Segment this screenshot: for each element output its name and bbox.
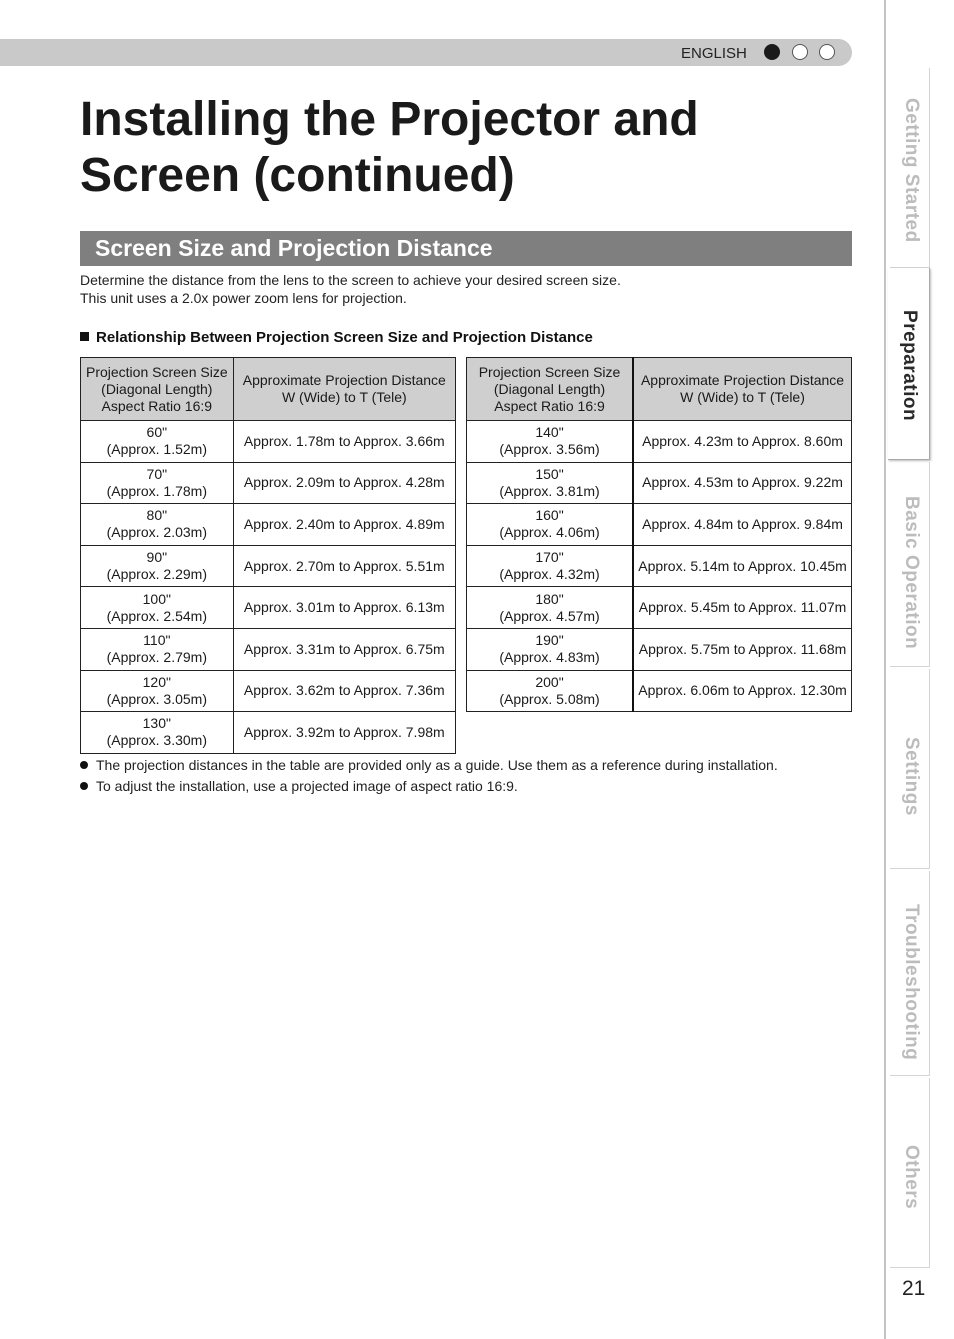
intro-line: Determine the distance from the lens to the screen to achieve your desired screen size.: [80, 272, 621, 288]
tab-settings[interactable]: [890, 669, 930, 869]
square-bullet-icon: [80, 332, 89, 341]
screen-size-cell: 200" (Approx. 5.08m): [467, 670, 634, 712]
screen-size-cell: 100" (Approx. 2.54m): [81, 587, 234, 629]
projection-distance-cell: Approx. 3.31m to Approx. 6.75m: [233, 628, 455, 670]
header-screen-size: Projection Screen Size (Diagonal Length) Aspect Ratio 16:9: [467, 358, 634, 421]
table-row: [467, 545, 852, 587]
projection-distance-cell: Approx. 4.23m to Approx. 8.60m: [633, 421, 851, 463]
tab-label: Settings: [901, 737, 922, 816]
table-row: [81, 712, 456, 754]
notes-list: [80, 757, 778, 799]
screen-size-cell: 130" (Approx. 3.30m): [81, 712, 234, 754]
projection-distance-cell: Approx. 3.62m to Approx. 7.36m: [233, 670, 455, 712]
table-header-row: [81, 358, 456, 421]
page-title: Installing the Projector and Screen (continued): [80, 93, 699, 202]
projection-distance-cell: Approx. 3.92m to Approx. 7.98m: [233, 712, 455, 754]
projection-distance-cell: Approx. 2.09m to Approx. 4.28m: [233, 462, 455, 504]
table-row: [81, 670, 456, 712]
intro-line: This unit uses a 2.0x power zoom lens for projection.: [80, 290, 407, 306]
page-indicator-dot-empty: [792, 44, 808, 60]
tab-label: Getting Started: [901, 98, 922, 243]
projection-distance-cell: Approx. 2.40m to Approx. 4.89m: [233, 504, 455, 546]
screen-size-cell: 120" (Approx. 3.05m): [81, 670, 234, 712]
bullet-icon: [80, 761, 88, 769]
projection-table-right: [466, 357, 852, 712]
table-header-row: [467, 358, 852, 421]
table-row: [467, 587, 852, 629]
table-row: [81, 504, 456, 546]
header-projection-distance: Approximate Projection Distance W (Wide) to T (Tele): [233, 358, 455, 421]
projection-distance-cell: Approx. 4.53m to Approx. 9.22m: [633, 462, 851, 504]
table-row: [81, 587, 456, 629]
note-item: The projection distances in the table are provided only as a guide. Use them as a reference during installation.: [80, 757, 778, 778]
table-row: [467, 462, 852, 504]
tab-label: Others: [901, 1145, 922, 1210]
bullet-icon: [80, 782, 88, 790]
page-number: 21: [902, 1277, 926, 1300]
language-label: ENGLISH: [681, 45, 747, 62]
screen-size-cell: 150" (Approx. 3.81m): [467, 462, 634, 504]
table-row: [467, 504, 852, 546]
tab-label: Troubleshooting: [901, 904, 922, 1061]
table-row: [467, 670, 852, 712]
table-row: [467, 421, 852, 463]
screen-size-cell: 180" (Approx. 4.57m): [467, 587, 634, 629]
projection-distance-cell: Approx. 4.84m to Approx. 9.84m: [633, 504, 851, 546]
screen-size-cell: 90" (Approx. 2.29m): [81, 545, 234, 587]
screen-size-cell: 160" (Approx. 4.06m): [467, 504, 634, 546]
projection-table-left: [80, 357, 456, 754]
intro-text: [80, 271, 621, 307]
screen-size-cell: 70" (Approx. 1.78m): [81, 462, 234, 504]
tab-troubleshooting[interactable]: [890, 871, 930, 1076]
screen-size-cell: 140" (Approx. 3.56m): [467, 421, 634, 463]
subheading-text: Relationship Between Projection Screen Size and Projection Distance: [96, 329, 593, 346]
note-item: To adjust the installation, use a projected image of aspect ratio 16:9.: [80, 778, 778, 799]
header-projection-distance: Approximate Projection Distance W (Wide) to T (Tele): [633, 358, 851, 421]
table-row: [81, 421, 456, 463]
tab-label: Basic Operation: [901, 496, 922, 650]
header-screen-size: Projection Screen Size (Diagonal Length) Aspect Ratio 16:9: [81, 358, 234, 421]
projection-distance-cell: Approx. 3.01m to Approx. 6.13m: [233, 587, 455, 629]
projection-distance-cell: Approx. 1.78m to Approx. 3.66m: [233, 421, 455, 463]
projection-distance-cell: Approx. 6.06m to Approx. 12.30m: [633, 670, 851, 712]
section-heading: Screen Size and Projection Distance: [80, 231, 852, 266]
table-row: [81, 628, 456, 670]
table-row: [81, 462, 456, 504]
screen-size-cell: 170" (Approx. 4.32m): [467, 545, 634, 587]
screen-size-cell: 190" (Approx. 4.83m): [467, 628, 634, 670]
tab-preparation[interactable]: [888, 268, 930, 460]
screen-size-cell: 80" (Approx. 2.03m): [81, 504, 234, 546]
projection-distance-cell: Approx. 5.14m to Approx. 10.45m: [633, 545, 851, 587]
projection-distance-cell: Approx. 5.75m to Approx. 11.68m: [633, 628, 851, 670]
tab-getting-started[interactable]: [890, 68, 930, 268]
table-subheading: [80, 329, 593, 346]
page-indicator-dot-filled: [764, 44, 780, 60]
tab-others[interactable]: [890, 1078, 930, 1268]
screen-size-cell: 60" (Approx. 1.52m): [81, 421, 234, 463]
tab-basic-operation[interactable]: [890, 462, 930, 667]
projection-distance-cell: Approx. 2.70m to Approx. 5.51m: [233, 545, 455, 587]
tab-label: Preparation: [899, 310, 920, 422]
screen-size-cell: 110" (Approx. 2.79m): [81, 628, 234, 670]
table-row: [81, 545, 456, 587]
page-indicator-dot-empty: [819, 44, 835, 60]
table-row: [467, 628, 852, 670]
projection-distance-cell: Approx. 5.45m to Approx. 11.07m: [633, 587, 851, 629]
